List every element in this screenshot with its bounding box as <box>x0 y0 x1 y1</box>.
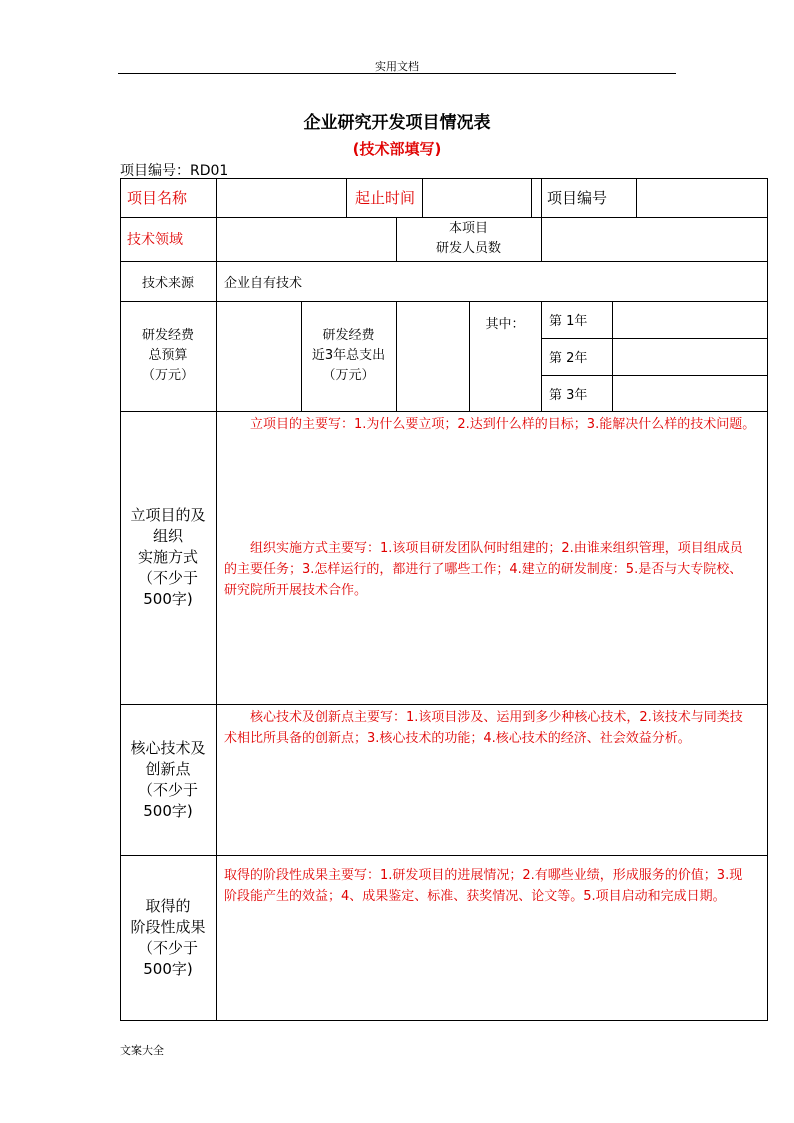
core-guide-line1: 核心技术及创新点主要写：1.该项目涉及、运用到多少种核心技术，2.该技术与同类技 <box>250 710 743 725</box>
spending-line1: 研发经费 <box>322 328 375 343</box>
label-year-1: 第 1年 <box>549 314 588 329</box>
label-total-budget <box>120 321 216 391</box>
col-divider <box>346 178 347 217</box>
col-divider <box>541 178 542 217</box>
col-divider <box>531 178 532 217</box>
label-of-which: 其中： <box>485 316 525 332</box>
setup-label-line1: 立项目的及 <box>130 506 206 524</box>
row-divider <box>120 301 768 302</box>
col-divider <box>541 301 542 411</box>
setup-guide-line1: 组织实施方式主要写：1.该项目研发团队何时组建的；2.由谁来组织管理，项目组成员 <box>250 541 743 556</box>
setup-guide-purpose: 立项目的主要写：1.为什么要立项；2.达到什么样的目标；3.能解决什么样的技术问题。 <box>250 417 756 432</box>
label-3yr-spending <box>301 321 396 391</box>
label-start-end-time: 起止时间 <box>355 189 416 207</box>
header-rule <box>118 73 676 74</box>
results-label-line4: 500字) <box>143 960 193 978</box>
total-budget-line1: 研发经费 <box>141 328 194 343</box>
spending-line2: 近3年总支出 <box>311 348 386 363</box>
project-number-line: 项目编号：RD01 <box>120 163 229 179</box>
spending-line3: （万元） <box>322 368 375 383</box>
setup-guide-line3: 研究院所开展技术合作。 <box>224 583 368 598</box>
label-tech-source: 技术来源 <box>141 275 194 291</box>
col-divider <box>636 178 637 217</box>
tech-source-value: 企业自有技术 <box>224 275 303 291</box>
setup-label-line2: 组织 <box>152 527 183 545</box>
label-year-2: 第 2年 <box>549 351 588 366</box>
results-guide-line1: 取得的阶段性成果主要写：1.研发项目的进展情况；2.有哪些业绩，形成服务的价值；3.现 <box>224 868 743 883</box>
setup-label-line4: （不少于 <box>137 569 198 587</box>
row-divider <box>120 855 768 856</box>
col-divider <box>216 178 217 1021</box>
results-label-line1: 取得的 <box>145 897 191 915</box>
col-divider <box>612 301 613 411</box>
results-guide <box>224 865 764 907</box>
core-label-line1: 核心技术及 <box>130 738 206 757</box>
header-doc-label: 实用文档 <box>375 60 419 73</box>
label-year-3: 第 3年 <box>549 387 588 403</box>
core-label-line3: （不少于 <box>137 780 198 799</box>
setup-label-line3: 实施方式 <box>137 548 198 566</box>
label-core-tech-section <box>120 704 216 855</box>
setup-guide-line2: 的主要任务；3.怎样运行的，都进行了哪些工作；4.建立的研发制度：5.是否与大专院校、 <box>224 562 743 577</box>
col-divider <box>541 217 542 261</box>
total-budget-line2: 总预算 <box>148 348 188 363</box>
page-title: 企业研究开发项目情况表 <box>303 113 491 133</box>
staff-count-line2: 研发人员数 <box>435 241 501 256</box>
col-divider <box>422 178 423 217</box>
total-budget-line3: （万元） <box>141 368 194 383</box>
col-divider <box>396 301 397 411</box>
staff-count-line1: 本项目 <box>448 221 488 236</box>
row-divider <box>120 704 768 705</box>
label-results-section <box>120 855 216 1021</box>
core-label-line4: 500字) <box>143 801 193 820</box>
label-project-name: 项目名称 <box>127 189 188 207</box>
label-staff-count <box>396 217 541 261</box>
results-guide-line2: 阶段能产生的效益；4、成果鉴定、标准、获奖情况、论文等。5.项目启动和完成日期。 <box>224 889 726 904</box>
footer-label: 文案大全 <box>120 1044 164 1057</box>
label-setup-section <box>120 411 216 704</box>
core-label-line2: 创新点 <box>145 759 191 778</box>
results-label-line2: 阶段性成果 <box>130 918 206 936</box>
page-subtitle: (技术部填写) <box>352 140 442 158</box>
label-tech-field: 技术领域 <box>127 232 183 248</box>
core-guide-line2: 术相比所具备的创新点；3.核心技术的功能；4.核心技术的经济、社会效益分析。 <box>224 731 691 746</box>
setup-guide-organization <box>224 538 764 601</box>
core-tech-guide <box>224 707 764 749</box>
label-project-number: 项目编号 <box>547 189 608 207</box>
row-divider <box>120 411 768 412</box>
setup-label-line5: 500字) <box>143 590 193 608</box>
results-label-line3: （不少于 <box>137 939 198 957</box>
